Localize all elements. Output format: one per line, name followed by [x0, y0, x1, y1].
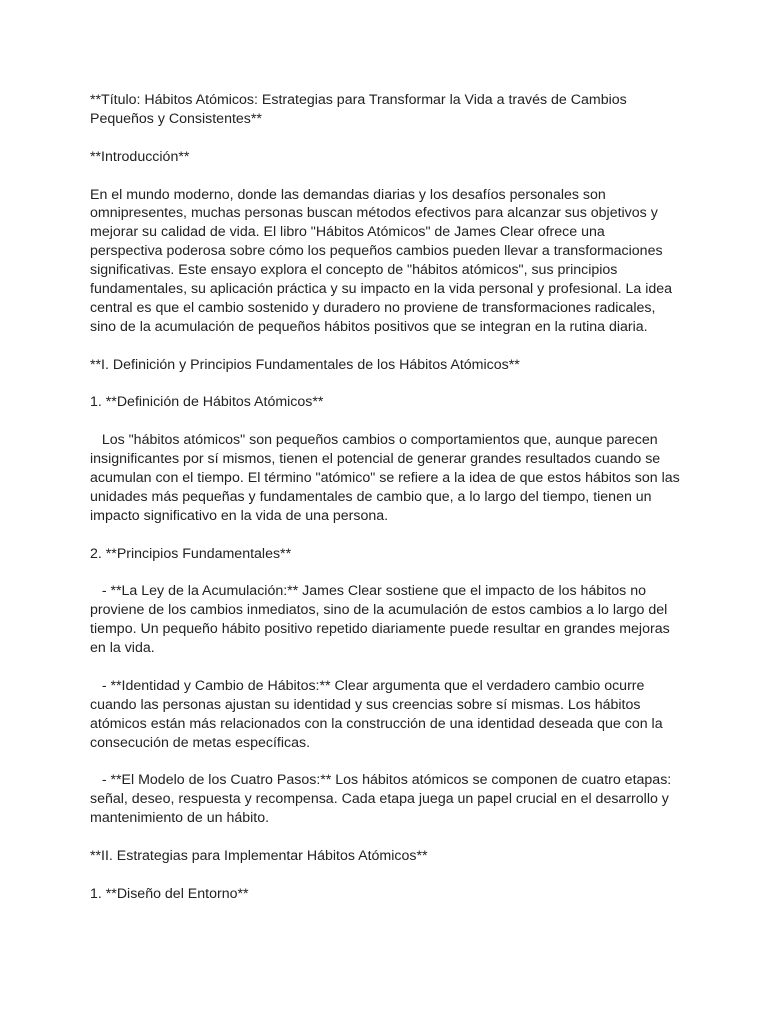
intro-heading: **Introducción** [90, 148, 190, 165]
bullet-modelo-cuatro-pasos: - **El Modelo de los Cuatro Pasos:** Los hábitos atómicos se componen de cuatro etapas: señal, deseo, respuesta y recompensa. Cada etapa juega un papel crucial en el desarrollo y mantenimiento de un hábito. [90, 772, 676, 827]
section-1-item-1-heading: 1. **Definición de Hábitos Atómicos** [90, 394, 324, 411]
bullet-identidad-cambio: - **Identidad y Cambio de Hábitos:** Clear argumenta que el verdadero cambio ocurre cuando las personas ajustan su identidad y sus creencias sobre sí mismas. Los hábitos atómicos están más relacionados con la construcción de una identidad deseada que con la consecución de metas específicas. [90, 677, 667, 751]
section-2-heading: **II. Estrategias para Implementar Hábitos Atómicos** [90, 848, 428, 865]
document-page [90, 91, 684, 923]
section-1-heading: **I. Definición y Principios Fundamentales de los Hábitos Atómicos** [90, 356, 520, 373]
intro-paragraph: En el mundo moderno, donde las demandas diarias y los desafíos personales son omnipresentes, muchas personas buscan métodos efectivos para alcanzar sus objetivos y mejorar su calidad de vida. El libro "Hábitos Atómicos" de James Clear ofrece una perspectiva poderosa sobre cómo los pequeños cambios pueden llevar a transformaciones significativas. Este ensayo explora el concepto de "hábitos atómicos", sus principios fundamentales, su aplicación práctica y su impacto en la vida personal y profesional. La idea central es que el cambio sostenido y duradero no proviene de transformaciones radicales, sino de la acumulación de pequeños hábitos positivos que se integran en la rutina diaria. [90, 186, 676, 335]
section-1-item-1-paragraph: Los "hábitos atómicos" son pequeños cambios o comportamientos que, aunque parecen insignificantes por sí mismos, tienen el potencial de generar grandes resultados cuando se acumulan con el tiempo. El término "atómico" se refiere a la idea de que estos hábitos son las unidades más pequeñas y fundamentales de cambio que, a lo largo del tiempo, tienen un impacto significativo en la vida de una persona. [90, 432, 684, 524]
document-title: **Título: Hábitos Atómicos: Estrategias para Transformar la Vida a través de Cambios Pequeños y Consistentes** [90, 92, 631, 127]
section-2-item-1-heading: 1. **Diseño del Entorno** [90, 885, 249, 902]
section-1-item-2-heading: 2. **Principios Fundamentales** [90, 545, 292, 562]
bullet-ley-acumulacion: - **La Ley de la Acumulación:** James Clear sostiene que el impacto de los hábitos no proviene de los cambios inmediatos, sino de la acumulación de estos cambios a lo largo del tiempo. Un pequeño hábito positivo repetido diariamente puede resultar en grandes mejoras en la vida. [90, 583, 674, 657]
